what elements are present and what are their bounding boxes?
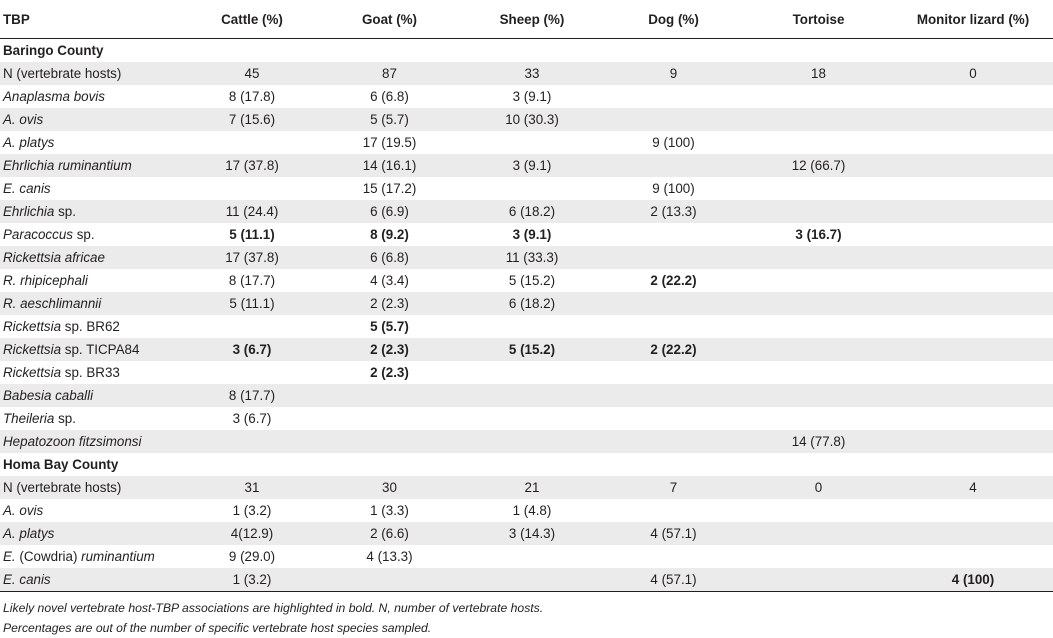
table-cell <box>603 384 744 407</box>
header-row <box>0 0 1053 39</box>
table-cell <box>744 177 893 200</box>
table-cell: 5 (15.2) <box>461 338 603 361</box>
table-cell: 1 (4.8) <box>512 503 552 518</box>
table-cell <box>893 522 1053 545</box>
row-label-italic: Paracoccus <box>3 227 73 242</box>
table-cell <box>318 384 461 407</box>
table-cell <box>186 131 318 154</box>
table-row <box>0 338 1053 361</box>
table-cell: 6 (6.8) <box>318 246 461 269</box>
table-cell <box>893 430 1053 453</box>
table-cell: 30 <box>318 476 461 499</box>
footnote-bold-legend: Likely novel vertebrate host-TBP associations are highlighted in bold. N, number of vertebrate hosts. <box>3 601 544 615</box>
row-label <box>0 407 186 430</box>
table-row <box>0 85 1053 108</box>
table-cell: 9 (100) <box>652 135 695 150</box>
table-cell <box>603 430 744 453</box>
table-cell <box>461 361 603 384</box>
table-cell: 5 (5.7) <box>318 108 461 131</box>
row-label-italic: Ehrlichia <box>3 204 55 219</box>
table-cell <box>893 269 1053 292</box>
row-label-plain: sp. TICPA84 <box>61 342 140 357</box>
table-row <box>0 522 1053 545</box>
section-title: Baringo County <box>3 43 104 58</box>
table-cell <box>744 361 893 384</box>
table-cell: 4 (57.1) <box>603 522 744 545</box>
row-label-plain: sp. BR33 <box>61 365 120 380</box>
table-cell <box>744 499 893 522</box>
table-cell: 8 (17.8) <box>228 89 276 104</box>
table-cell <box>744 85 893 108</box>
row-label <box>0 315 186 338</box>
row-label-italic: Theileria <box>3 411 55 426</box>
table-cell <box>744 292 893 315</box>
table-cell: 3 (14.3) <box>461 522 603 545</box>
table-cell: 2 (22.2) <box>650 273 697 288</box>
row-label: N (vertebrate hosts) <box>0 62 186 85</box>
table-row <box>0 200 1053 223</box>
table-cell: 3 (6.7) <box>232 411 272 426</box>
table-footnotes <box>0 592 1053 638</box>
table-row <box>0 292 1053 315</box>
table-cell: 5 (11.1) <box>186 292 318 315</box>
table-cell: 6 (6.8) <box>370 89 409 104</box>
table-row <box>0 154 1053 177</box>
table-cell <box>603 545 744 568</box>
table-cell <box>744 246 893 269</box>
row-label <box>0 361 186 384</box>
table-cell <box>893 292 1053 315</box>
table-cell: 9 (29.0) <box>228 549 276 564</box>
table-cell: 4 (3.4) <box>370 273 409 288</box>
table-cell <box>318 407 461 430</box>
table-cell <box>744 131 893 154</box>
table-cell <box>603 407 744 430</box>
table-row <box>0 430 1053 453</box>
table-cell: 8 (9.2) <box>370 227 409 242</box>
table-cell: 1 (3.2) <box>232 503 272 518</box>
table-cell <box>603 292 744 315</box>
row-label-plain: sp. BR62 <box>61 319 120 334</box>
table-cell <box>893 545 1053 568</box>
table-row <box>0 568 1053 592</box>
table-cell: 3 (16.7) <box>795 227 842 242</box>
table-cell: 12 (66.7) <box>744 154 893 177</box>
table-cell <box>603 85 744 108</box>
table-cell <box>186 315 318 338</box>
row-label: A. ovis <box>0 108 186 131</box>
table-cell: 33 <box>461 62 603 85</box>
table-cell: 3 (9.1) <box>512 89 552 104</box>
table-row <box>0 545 1053 568</box>
table-cell <box>744 269 893 292</box>
table-cell: 2 (2.3) <box>370 365 409 380</box>
row-label: R. rhipicephali <box>3 273 88 288</box>
table-cell <box>744 384 893 407</box>
row-label <box>0 200 186 223</box>
table-cell <box>461 430 603 453</box>
table-cell <box>744 522 893 545</box>
table-cell: 87 <box>318 62 461 85</box>
table-row <box>0 62 1053 85</box>
header-tbp: TBP <box>0 0 186 39</box>
table-cell <box>603 108 744 131</box>
table-cell <box>461 568 603 592</box>
table-cell <box>744 568 893 592</box>
table-cell: 14 (77.8) <box>744 430 893 453</box>
table-cell: 4 (57.1) <box>603 568 744 592</box>
table-cell <box>744 315 893 338</box>
table-row <box>0 315 1053 338</box>
table-cell: 0 <box>893 62 1053 85</box>
row-label-italic: E. <box>3 549 16 564</box>
footnote-percentages: Percentages are out of the number of specific vertebrate host species sampled. <box>3 621 432 635</box>
table-cell: 18 <box>744 62 893 85</box>
table-cell: 17 (37.8) <box>186 154 318 177</box>
table-cell: 8 (17.7) <box>228 273 276 288</box>
header-cattle: Cattle (%) <box>186 0 318 39</box>
table-cell: 4 <box>893 476 1053 499</box>
table-cell: 2 (2.3) <box>318 292 461 315</box>
row-label <box>0 545 186 568</box>
table-cell: 3 (9.1) <box>461 154 603 177</box>
row-label-plain: sp. <box>54 204 76 219</box>
table-cell: 14 (16.1) <box>318 154 461 177</box>
table-row <box>0 108 1053 131</box>
table-header <box>0 0 1053 39</box>
table-cell: 2 (13.3) <box>603 200 744 223</box>
table-cell: 31 <box>186 476 318 499</box>
table-cell: 21 <box>461 476 603 499</box>
table-cell: 17 (19.5) <box>362 135 417 150</box>
table-cell: 5 (11.1) <box>229 227 275 242</box>
row-label: Hepatozoon fitzsimonsi <box>0 430 186 453</box>
table-cell <box>461 315 603 338</box>
table-cell <box>186 177 318 200</box>
row-label-italic: Rickettsia <box>3 342 62 357</box>
table-cell <box>893 315 1053 338</box>
section-title: Homa Bay County <box>3 457 119 472</box>
header-tortoise: Tortoise <box>744 0 893 39</box>
table-cell <box>893 499 1053 522</box>
table-cell: 0 <box>744 476 893 499</box>
table-cell: 11 (24.4) <box>186 200 318 223</box>
table-cell <box>744 407 893 430</box>
row-label: Anaplasma bovis <box>3 89 105 104</box>
table-cell <box>893 246 1053 269</box>
row-label: A. platys <box>0 522 186 545</box>
table-cell: 7 <box>603 476 744 499</box>
table-row <box>0 407 1053 430</box>
table-cell <box>893 338 1053 361</box>
row-label-italic: Rickettsia <box>3 319 62 334</box>
header-goat: Goat (%) <box>318 0 461 39</box>
row-label: E. canis <box>0 568 186 592</box>
table-cell: 5 (15.2) <box>508 273 556 288</box>
table-cell: 11 (33.3) <box>461 246 603 269</box>
table-cell <box>893 361 1053 384</box>
table-cell: 9 (100) <box>652 181 695 196</box>
table-row <box>0 384 1053 407</box>
section-row <box>0 453 1053 476</box>
row-label: E. canis <box>3 181 51 196</box>
table-row <box>0 177 1053 200</box>
row-label: N (vertebrate hosts) <box>0 476 186 499</box>
table-cell <box>603 315 744 338</box>
table-row <box>0 131 1053 154</box>
table-body <box>0 39 1053 592</box>
table-row <box>0 246 1053 269</box>
header-monitor-lizard: Monitor lizard (%) <box>893 0 1053 39</box>
table-cell: 4 (13.3) <box>366 549 413 564</box>
table-cell <box>461 407 603 430</box>
table-cell: 17 (37.8) <box>186 246 318 269</box>
table-cell: 1 (3.2) <box>186 568 318 592</box>
row-label-italic: ruminantium <box>81 549 155 564</box>
table-cell <box>186 430 318 453</box>
table-row <box>0 476 1053 499</box>
table-cell <box>893 407 1053 430</box>
table-cell: 7 (15.6) <box>186 108 318 131</box>
table-cell <box>461 545 603 568</box>
row-label-plain: sp. <box>72 227 95 242</box>
row-label-italic: Rickettsia <box>3 365 62 380</box>
row-label: A. ovis <box>3 503 44 518</box>
table-cell <box>744 338 893 361</box>
table-cell: 1 (3.3) <box>370 503 409 518</box>
table-cell: 6 (6.9) <box>318 200 461 223</box>
row-label: Babesia caballi <box>0 384 186 407</box>
table-cell: 9 <box>603 62 744 85</box>
row-label <box>0 223 186 246</box>
table-cell: 4 (100) <box>893 568 1053 592</box>
row-label: Ehrlichia ruminantium <box>0 154 186 177</box>
table-cell <box>603 246 744 269</box>
table-cell: 2 (22.2) <box>603 338 744 361</box>
table-row <box>0 361 1053 384</box>
table-cell: 15 (17.2) <box>362 181 417 196</box>
table-cell: 2 (6.6) <box>318 522 461 545</box>
table-cell <box>461 177 603 200</box>
table-cell: 3 (9.1) <box>512 227 552 242</box>
table-cell: 4(12.9) <box>186 522 318 545</box>
table-cell <box>186 361 318 384</box>
table-cell: 10 (30.3) <box>461 108 603 131</box>
table-cell <box>744 108 893 131</box>
table-cell <box>893 108 1053 131</box>
table-row <box>0 499 1053 522</box>
table-cell: 6 (18.2) <box>461 200 603 223</box>
row-label <box>0 338 186 361</box>
section-row <box>0 39 1053 63</box>
table-cell <box>603 499 744 522</box>
header-dog: Dog (%) <box>603 0 744 39</box>
table-cell: 5 (5.7) <box>370 319 409 334</box>
table-cell <box>744 200 893 223</box>
header-sheep: Sheep (%) <box>461 0 603 39</box>
row-label-plain: (Cowdria) <box>15 549 82 564</box>
table-cell <box>744 545 893 568</box>
table-cell <box>893 200 1053 223</box>
table-cell <box>461 384 603 407</box>
table-cell <box>603 361 744 384</box>
table-cell <box>318 430 461 453</box>
table-cell: 45 <box>186 62 318 85</box>
table-cell <box>318 568 461 592</box>
table-cell <box>893 177 1053 200</box>
table-cell <box>461 131 603 154</box>
table-cell <box>893 384 1053 407</box>
table-cell: 6 (18.2) <box>461 292 603 315</box>
table-cell <box>893 223 1053 246</box>
table-row <box>0 269 1053 292</box>
table-cell: 8 (17.7) <box>186 384 318 407</box>
table-cell <box>893 154 1053 177</box>
row-label: A. platys <box>3 135 55 150</box>
row-label: R. aeschlimannii <box>0 292 186 315</box>
table-cell <box>893 131 1053 154</box>
table-cell <box>603 223 744 246</box>
table-cell: 3 (6.7) <box>186 338 318 361</box>
table-cell <box>893 85 1053 108</box>
table-row <box>0 223 1053 246</box>
table-cell: 2 (2.3) <box>318 338 461 361</box>
row-label: Rickettsia africae <box>0 246 186 269</box>
row-label-plain: sp. <box>54 411 76 426</box>
table-cell <box>603 154 744 177</box>
